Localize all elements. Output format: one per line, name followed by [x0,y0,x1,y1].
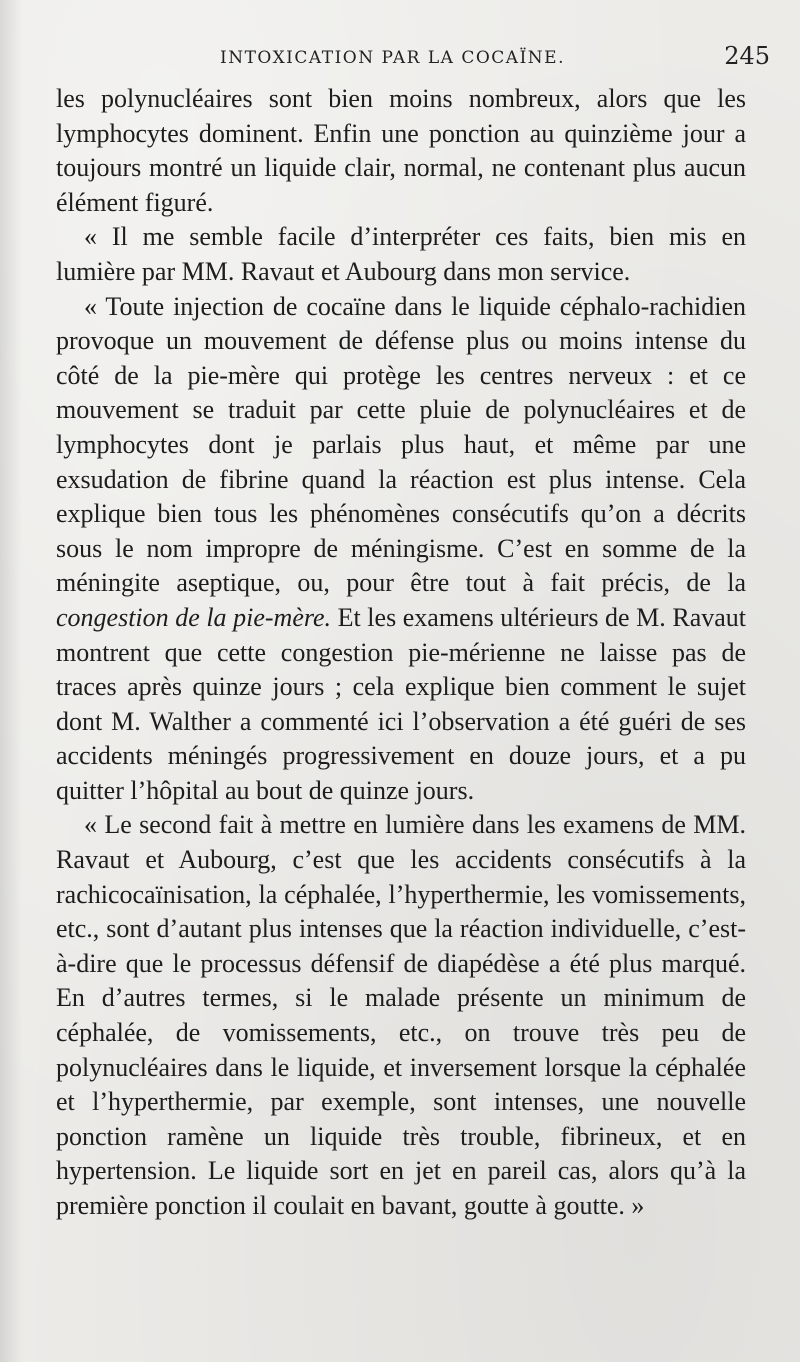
italic-phrase: congestion de la pie-mère. [56,602,332,632]
paragraph-text: « Le second fait à mettre en lumière dans les examens de MM. Ravaut et Aubourg, c’est que les accidents consécutifs à la rachicocaïnisation, la céphalée, l’hyperthermie, les vomissements, etc., sont d’autant plus intenses que la réaction individuelle, c’est-à-dire que le processus défensif de diapédèse a été plus marqué. En d’autres termes, si le malade présente un minimum de céphalée, de vomissements, etc., on trouve très peu de polynucléaires dans le liquide, et inversement lorsque la céphalée et l’hyperthermie, par exemple, sont intenses, une nouvelle ponction ramène un liquide très trouble, fibrineux, et en hypertension. Le liquide sort en jet en pareil cas, alors qu’à la première ponction il coulait en bavant, goutte à goutte. » [56,810,746,1220]
paragraph-text: Et les examens ultérieurs de M. Ravaut montrent que cette congestion pie-mérienne ne laisse pas de traces après quinze jours ; cela explique bien comment le sujet dont M. Walther a commenté ici l’observation a été guéri de ses accidents méningés progressivement en douze jours, et a pu quitter l’hôpital au bout de quinze jours. [56,602,746,805]
body-text [56,82,746,1224]
paragraph-text: les polynucléaires sont bien moins nombreux, alors que les lymphocytes dominent. Enfin une ponction au quinzième jour a toujours montré un liquide clair, normal, ne contenant plus aucun élément figuré. [56,84,746,217]
paragraph-text: « Toute injection de cocaïne dans le liquide céphalo-rachidien provoque un mouvement de défense plus ou moins intense du côté de la pie-mère qui protège les centres nerveux : et ce mouvement se traduit par cette pluie de polynucléaires et de lymphocytes dont je parlais plus haut, et même par une exsudation de fibrine quand la réaction est plus intense. Cela explique bien tous les phénomènes consécutifs qu’on a décrits sous le nom impropre de méningisme. C’est en somme de la méningite aseptique, ou, pour être tout à fait précis, de la [56,291,746,598]
page-header [200,44,770,76]
paragraph [56,290,746,809]
paragraph [56,82,746,220]
paragraph-text: « Il me semble facile d’interpréter ces faits, bien mis en lumière par MM. Ravaut et Aubourg dans mon service. [56,222,746,286]
running-title: INTOXICATION PAR LA COCAÏNE. [220,48,565,68]
paragraph [56,808,746,1223]
paragraph [56,220,746,289]
page-number: 245 [724,42,770,70]
